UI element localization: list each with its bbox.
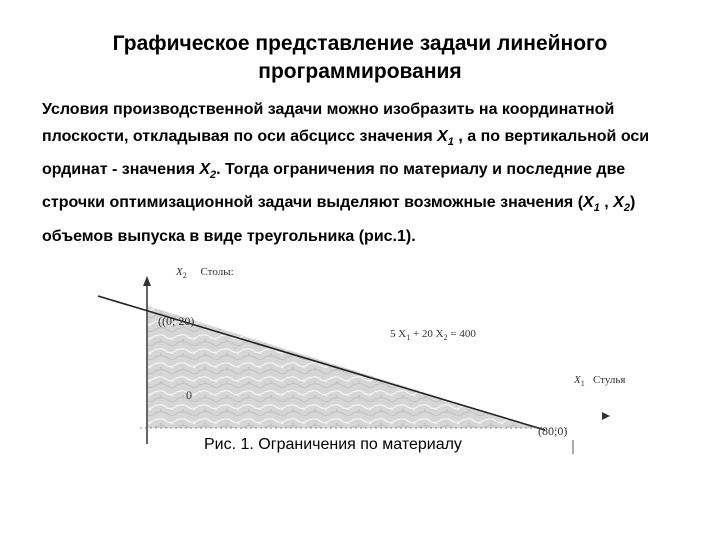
constraint-sub-1: 1 bbox=[406, 333, 411, 343]
paragraph-text-5: ) объемов выпуска в виде треугольника (рис.1). bbox=[42, 194, 636, 245]
point-top-text: (0; 20) bbox=[162, 314, 195, 328]
var-x2 bbox=[199, 161, 217, 182]
var-x2-b-sub: 2 bbox=[623, 202, 630, 215]
constraint-part-3: = 400 bbox=[447, 328, 476, 340]
x-axis-name: Стулья bbox=[592, 374, 626, 386]
var-x2-sub: 2 bbox=[210, 169, 217, 182]
var-x1-letter: X bbox=[437, 128, 448, 145]
paragraph-text-1: Условия производственной задачи можно изобразить на координатной плоскости, откладывая по оси абсцисс значения bbox=[42, 101, 615, 145]
var-x1-b-letter: X bbox=[583, 194, 594, 212]
origin-label: 0 bbox=[186, 388, 192, 402]
var-x1 bbox=[437, 128, 454, 149]
x-axis-var: X bbox=[574, 374, 581, 386]
constraint-part-1: 5 X bbox=[390, 328, 407, 340]
x-axis-label bbox=[574, 374, 625, 388]
point-top-label: ((0; 20) bbox=[158, 314, 195, 328]
feasible-region-figure bbox=[90, 262, 650, 462]
var-x2-b bbox=[613, 194, 630, 215]
var-x2-letter: X bbox=[199, 161, 211, 179]
slide-title bbox=[60, 30, 660, 86]
constraint-sub-2: 2 bbox=[443, 333, 448, 343]
paragraph-text-3: . Тогда ограничения по материалу и последние две строчки оптимизационной задачи выделяют возможные значения ( bbox=[42, 161, 626, 212]
description-paragraph bbox=[42, 96, 692, 250]
point-right-label: (80;0) bbox=[538, 424, 568, 438]
constraint-part-2: + 20 X bbox=[410, 328, 444, 340]
y-axis-sub: 2 bbox=[182, 271, 187, 281]
y-axis-name: Столы bbox=[200, 266, 231, 278]
y-axis-label: $X_2$ Столы: bbox=[176, 266, 234, 281]
x-axis-arrow bbox=[602, 412, 610, 420]
y-axis-var: X bbox=[176, 266, 183, 278]
figure-caption: Рис. 1. Ограничения по материалу bbox=[204, 436, 462, 453]
var-x2-b-letter: X bbox=[613, 194, 624, 212]
slide-title-line-2: программирования bbox=[258, 60, 462, 83]
var-x1-b bbox=[583, 194, 600, 215]
paragraph-text-4: , bbox=[599, 194, 614, 212]
var-x1-sub: 1 bbox=[447, 136, 454, 149]
paragraph-text-2: , а по вертикальной оси ординат - значения bbox=[42, 128, 650, 179]
x-axis-sub: 1 bbox=[580, 379, 585, 389]
var-x1-b-sub: 1 bbox=[593, 202, 600, 215]
slide-title-line-1: Графическое представление задачи линейного bbox=[112, 32, 608, 55]
y-axis-arrow bbox=[143, 276, 151, 286]
constraint-label bbox=[390, 328, 476, 342]
